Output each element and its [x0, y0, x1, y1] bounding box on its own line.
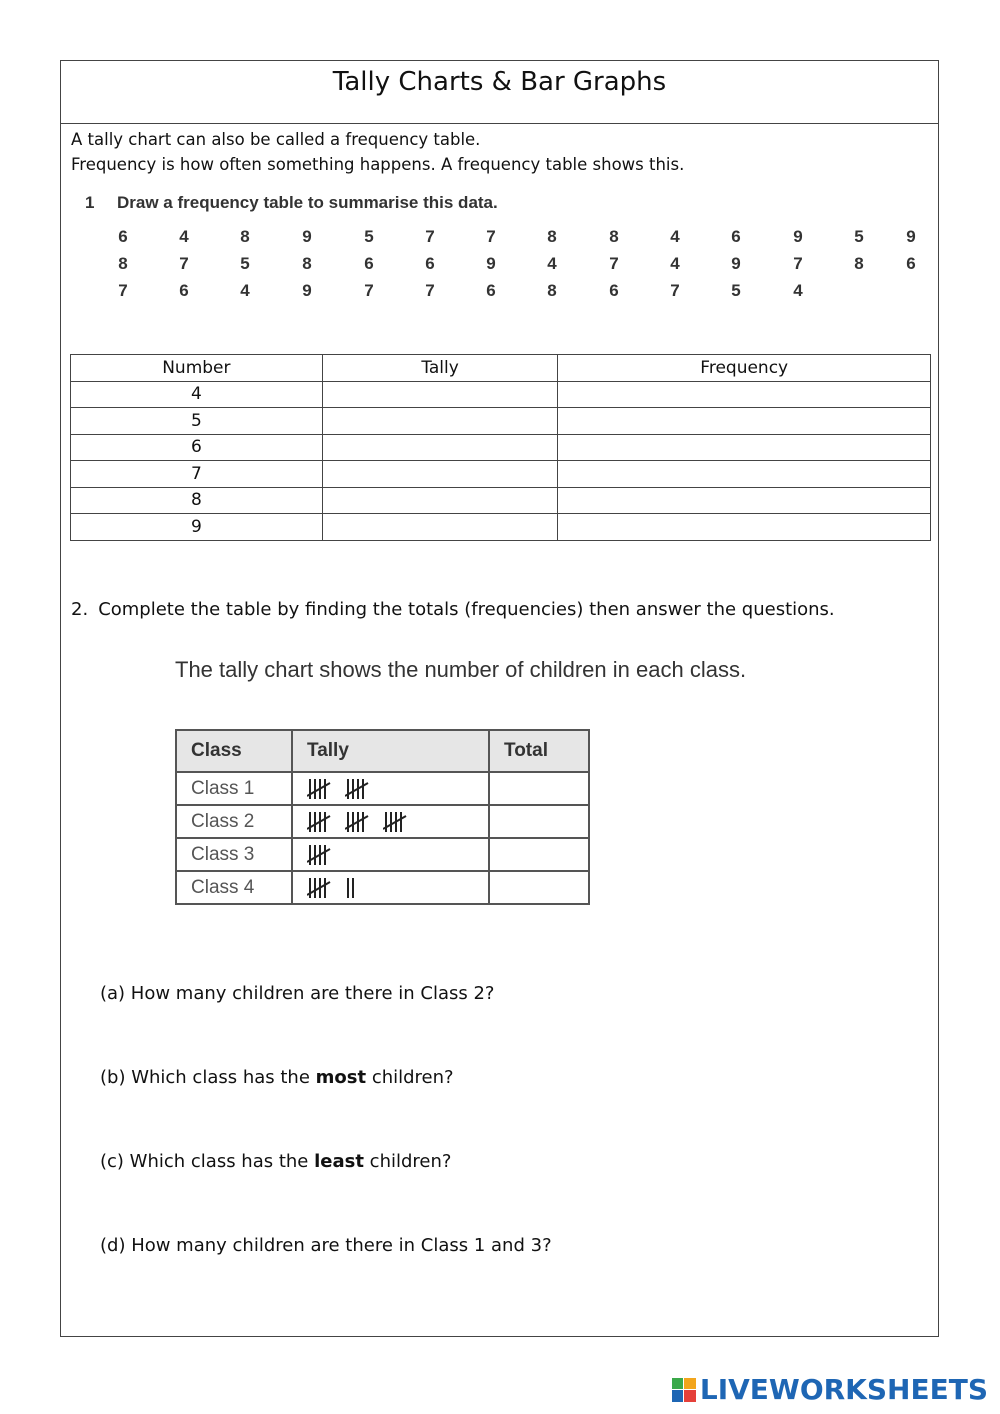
- data-value: 4: [670, 227, 680, 246]
- header-class: Class: [176, 730, 292, 772]
- data-value: 4: [670, 254, 680, 273]
- frequency-cell[interactable]: [558, 487, 931, 514]
- data-value: 6: [486, 281, 496, 300]
- tally-marks: [292, 805, 489, 838]
- row-number: 8: [71, 487, 323, 514]
- data-value: 7: [670, 281, 680, 300]
- data-value: 8: [547, 281, 557, 300]
- logo-square: [672, 1378, 684, 1390]
- data-value: 5: [240, 254, 250, 273]
- data-value: 8: [609, 227, 619, 246]
- tally-marks-group: [307, 843, 474, 867]
- row-number: 4: [71, 381, 323, 408]
- frequency-cell[interactable]: [558, 408, 931, 435]
- tally-cell[interactable]: [322, 434, 558, 461]
- row-number: 5: [71, 408, 323, 435]
- question-c-pre: (c) Which class has the: [100, 1151, 315, 1172]
- data-value: 6: [425, 254, 435, 273]
- row-number: 6: [71, 434, 323, 461]
- data-value: 7: [179, 254, 189, 273]
- data-value: 8: [118, 254, 128, 273]
- worksheet-frame: [60, 60, 939, 1337]
- page-title: Tally Charts & Bar Graphs: [61, 61, 938, 124]
- data-value: 8: [854, 254, 864, 273]
- tally-group-five: [383, 810, 407, 834]
- class-label: Class 1: [176, 772, 292, 805]
- liveworksheets-logo: [672, 1373, 988, 1406]
- tally-cell[interactable]: [322, 514, 558, 541]
- tally-group-partial: [345, 876, 357, 900]
- frequency-cell[interactable]: [558, 381, 931, 408]
- tally-group-five: [307, 843, 331, 867]
- data-value: 8: [547, 227, 557, 246]
- logo-icon: [672, 1378, 696, 1402]
- table-row: [176, 805, 589, 838]
- total-cell[interactable]: [489, 805, 589, 838]
- data-value: 9: [793, 227, 803, 246]
- question-2-text: Complete the table by finding the totals (frequencies) then answer the questions.: [98, 599, 835, 620]
- data-value: 5: [854, 227, 864, 246]
- tally-group-five: [307, 810, 331, 834]
- tally-group-five: [307, 777, 331, 801]
- data-value: 8: [240, 227, 250, 246]
- data-value: 6: [118, 227, 128, 246]
- frequency-table-header: [71, 355, 931, 382]
- question-c-bold: least: [314, 1151, 364, 1172]
- frequency-cell[interactable]: [558, 434, 931, 461]
- frequency-cell[interactable]: [558, 461, 931, 488]
- header-number: Number: [71, 355, 323, 382]
- tally-group-five: [345, 810, 369, 834]
- question-b-pre: (b) Which class has the: [100, 1067, 316, 1088]
- question-d: (d) How many children are there in Class 1 and 3?: [100, 1235, 552, 1256]
- brand-name: LIVEWORKSHEETS: [699, 1373, 988, 1406]
- data-value: 4: [179, 227, 189, 246]
- header-tally: Tally: [292, 730, 489, 772]
- table-row: [71, 461, 931, 488]
- question-c: [100, 1151, 451, 1172]
- class-label: Class 3: [176, 838, 292, 871]
- tally-cell[interactable]: [322, 381, 558, 408]
- tally-marks-group: [307, 876, 474, 900]
- data-value: 7: [425, 281, 435, 300]
- data-value: 6: [179, 281, 189, 300]
- row-number: 9: [71, 514, 323, 541]
- data-value: 9: [302, 281, 312, 300]
- table-row: [176, 772, 589, 805]
- frequency-table: [70, 354, 931, 541]
- question-1-text: Draw a frequency table to summarise this data.: [117, 193, 498, 212]
- total-cell[interactable]: [489, 838, 589, 871]
- class-label: Class 2: [176, 805, 292, 838]
- intro-line-2: Frequency is how often something happens. A frequency table shows this.: [71, 155, 685, 174]
- data-value: 4: [240, 281, 250, 300]
- data-value: 4: [793, 281, 803, 300]
- data-value: 7: [118, 281, 128, 300]
- logo-square: [672, 1390, 684, 1402]
- tally-cell[interactable]: [322, 487, 558, 514]
- tally-marks-group: [307, 777, 474, 801]
- question-c-post: children?: [363, 1151, 452, 1172]
- tally-marks: [292, 838, 489, 871]
- class-tally-table: [175, 729, 590, 905]
- question-a: (a) How many children are there in Class 2?: [100, 983, 495, 1004]
- data-value: 7: [364, 281, 374, 300]
- class-label: Class 4: [176, 871, 292, 904]
- tally-group-five: [345, 777, 369, 801]
- question-2-number: 2.: [71, 599, 89, 620]
- question-1-heading: [85, 193, 498, 213]
- question-2-heading: [71, 599, 835, 620]
- data-value: 9: [906, 227, 916, 246]
- table-row: [176, 838, 589, 871]
- question-b-bold: most: [315, 1067, 367, 1088]
- logo-square: [684, 1378, 696, 1390]
- question-b: [100, 1067, 454, 1088]
- data-value: 9: [486, 254, 496, 273]
- total-cell[interactable]: [489, 772, 589, 805]
- data-value: 6: [906, 254, 916, 273]
- frequency-cell[interactable]: [558, 514, 931, 541]
- logo-square: [684, 1390, 696, 1402]
- data-value: 7: [609, 254, 619, 273]
- data-value: 7: [425, 227, 435, 246]
- table-row: [176, 871, 589, 904]
- row-number: 7: [71, 461, 323, 488]
- tally-marks-group: [307, 810, 474, 834]
- table-row: [71, 381, 931, 408]
- data-value: 5: [731, 281, 741, 300]
- table-row: [71, 514, 931, 541]
- table-row: [71, 434, 931, 461]
- data-value: 8: [302, 254, 312, 273]
- data-value: 6: [731, 227, 741, 246]
- data-value: 7: [486, 227, 496, 246]
- data-value: 6: [609, 281, 619, 300]
- header-frequency: Frequency: [558, 355, 931, 382]
- header-tally: Tally: [322, 355, 558, 382]
- table-row: [71, 487, 931, 514]
- tally-cell[interactable]: [322, 408, 558, 435]
- tally-marks: [292, 772, 489, 805]
- data-value: 7: [793, 254, 803, 273]
- data-value: 6: [364, 254, 374, 273]
- tally-group-five: [307, 876, 331, 900]
- table-row: [71, 408, 931, 435]
- data-value: 9: [302, 227, 312, 246]
- intro-line-1: A tally chart can also be called a frequency table.: [71, 130, 481, 149]
- tally-chart-caption: The tally chart shows the number of children in each class.: [175, 657, 747, 682]
- header-total: Total: [489, 730, 589, 772]
- class-tally-header: [176, 730, 589, 772]
- data-value: 5: [364, 227, 374, 246]
- tally-marks: [292, 871, 489, 904]
- total-cell[interactable]: [489, 871, 589, 904]
- data-value: 9: [731, 254, 741, 273]
- data-value: 4: [547, 254, 557, 273]
- tally-cell[interactable]: [322, 461, 558, 488]
- intro-text: [71, 127, 684, 177]
- question-1-number: 1: [85, 193, 95, 212]
- question-b-post: children?: [366, 1067, 454, 1088]
